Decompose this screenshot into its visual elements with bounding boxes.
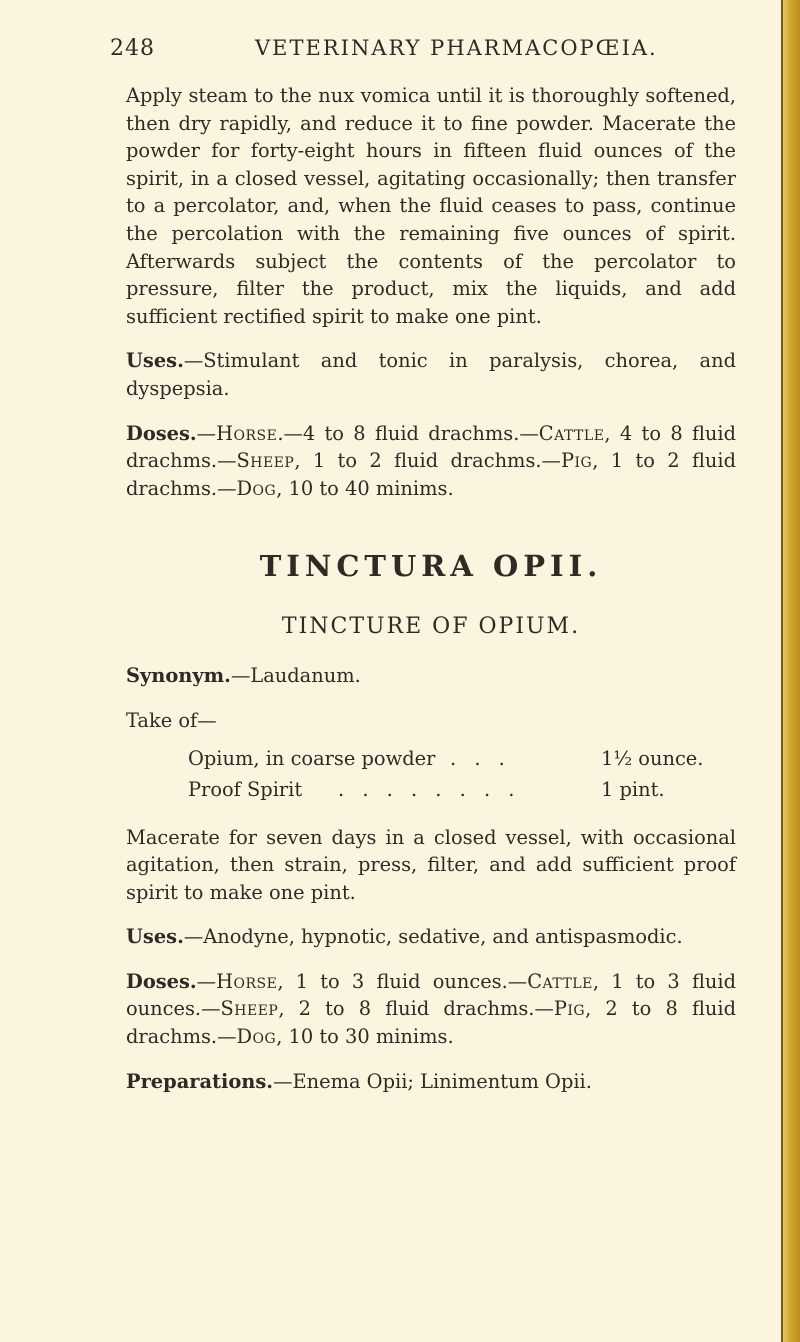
uses-text: —Anodyne, hypnotic, sedative, and antispasmodic. bbox=[183, 925, 683, 949]
uses-label: Uses. bbox=[126, 925, 184, 949]
ingredient-name: Opium, in coarse powder bbox=[188, 745, 439, 773]
leader-dots: . . . . . . . . bbox=[338, 777, 521, 801]
page-body bbox=[126, 82, 736, 1095]
species-sheep: Sheep bbox=[236, 449, 295, 473]
ingredient-row bbox=[188, 745, 708, 776]
page-gilt-edge bbox=[783, 0, 800, 1342]
dose-cattle: , 1 to 3 fluid ounces.— bbox=[126, 969, 736, 1021]
dose-pig: , 2 to 8 fluid drachms.— bbox=[126, 997, 736, 1049]
ingredient-name: Proof Spirit bbox=[188, 776, 306, 804]
dose-sheep: , 1 to 2 fluid drachms.— bbox=[294, 449, 561, 473]
doses-dash: — bbox=[196, 421, 217, 445]
dose-horse: , 1 to 3 fluid ounces.— bbox=[277, 969, 528, 993]
doses-label: Doses. bbox=[126, 969, 197, 993]
species-sheep: Sheep bbox=[220, 997, 279, 1021]
preparations-paragraph bbox=[126, 1068, 736, 1096]
ingredient-row bbox=[188, 776, 708, 807]
uses-paragraph-2 bbox=[126, 923, 736, 951]
page-header bbox=[110, 36, 750, 68]
preparations-text: —Enema Opii; Linimentum Opii. bbox=[273, 1069, 592, 1093]
method-paragraph: Macerate for seven days in a closed vessel, with occasional agitation, then strain, press, filter, and add sufficient proof spirit to make one pint. bbox=[126, 825, 736, 904]
doses-dash: — bbox=[196, 969, 217, 993]
preparations-label: Preparations. bbox=[126, 1069, 274, 1093]
species-cattle: Cattle bbox=[538, 421, 605, 445]
species-horse: Horse bbox=[216, 969, 278, 993]
doses-label: Doses. bbox=[126, 421, 197, 445]
running-title: VETERINARY PHARMACOPŒIA. bbox=[255, 36, 658, 60]
leader-dots: . . . bbox=[450, 746, 511, 770]
intro-paragraph: Apply steam to the nux vomica until it is thoroughly softened, then dry rapidly, and reduce it to fine powder. Macerate the powder for forty-eight hours in fifteen fluid ounces of the spirit, in a closed vessel, agitating occasionally; then transfer to a percolator, and, when the fluid ceases to pass, continue the percolation with the remaining five ounces of spirit. Afterwards subject the contents of the percolator to pressure, filter the product, mix the liquids, and add sufficient rectified spirit to make one pint. bbox=[126, 84, 736, 328]
take-of-line: Take of— bbox=[126, 708, 217, 732]
species-pig: Pig bbox=[560, 449, 593, 473]
dose-pig: , 1 to 2 fluid drachms.— bbox=[126, 449, 736, 500]
species-pig: Pig bbox=[553, 997, 586, 1021]
dose-dog: , 10 to 40 minims. bbox=[276, 476, 454, 500]
synonym-text: —Laudanum. bbox=[230, 664, 361, 688]
ingredient-quantity: 1 pint. bbox=[601, 777, 665, 801]
uses-text: —Stimulant and tonic in paralysis, chorea, and dyspepsia. bbox=[126, 349, 736, 400]
uses-label: Uses. bbox=[126, 349, 184, 373]
doses-paragraph-2 bbox=[126, 968, 736, 1051]
doses-paragraph-1 bbox=[126, 420, 736, 503]
dose-sheep: , 2 to 8 fluid drachms.— bbox=[278, 997, 554, 1021]
synonym-label: Synonym. bbox=[126, 664, 231, 688]
uses-paragraph-1 bbox=[126, 347, 736, 402]
species-dog: Dog bbox=[236, 1025, 277, 1049]
section-subtitle: TINCTURE OF OPIUM. bbox=[281, 614, 581, 640]
synonym-paragraph bbox=[126, 662, 736, 690]
ingredient-quantity: 1½ ounce. bbox=[601, 746, 704, 770]
species-horse: Horse bbox=[216, 421, 278, 445]
species-dog: Dog bbox=[236, 476, 277, 500]
page-number: 248 bbox=[110, 36, 155, 61]
dose-dog: , 10 to 30 minims. bbox=[276, 1025, 454, 1049]
dose-horse: .—4 to 8 fluid drachms.— bbox=[277, 421, 539, 445]
section-title: TINCTURA OPII. bbox=[259, 549, 603, 584]
species-cattle: Cattle bbox=[527, 969, 593, 993]
dose-cattle: , 4 to 8 fluid drachms.— bbox=[126, 421, 737, 473]
